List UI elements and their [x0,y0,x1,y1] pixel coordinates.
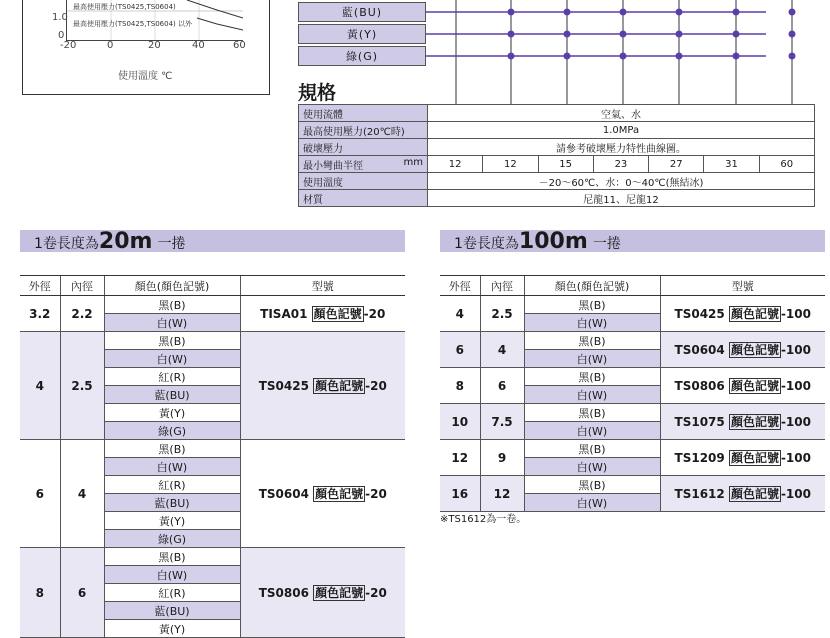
model-number [240,296,405,332]
column-header: 內徑 [60,276,104,296]
model-code: TS0604 [674,343,725,357]
length-suffix: -100 [780,379,811,393]
model-code: TS0425 [674,307,725,321]
length-suffix: -100 [780,307,811,321]
length-suffix: -20 [363,307,386,321]
bend-radius: 27 [649,156,704,173]
outer-diameter: 6 [20,440,60,548]
color-option: 黃(Y) [104,512,240,530]
column-header: 型號 [240,276,405,296]
color-code-box: 顏色記號 [730,379,779,393]
inner-diameter: 2.5 [480,296,524,332]
table-row [440,368,825,386]
spec-table [298,104,815,207]
column-header: 顏色(顏色記號) [524,276,660,296]
column-header: 顏色(顏色記號) [104,276,240,296]
chart-xtick: -20 [60,40,77,51]
spec-row [299,105,815,122]
spec-label: 破壞壓力 [299,139,428,156]
model-number [240,332,405,440]
header-tail: 一捲 [592,236,621,252]
color-option: 黑(B) [104,548,240,566]
spec-value: 請參考破壞壓力特性曲線圖。 [428,139,815,156]
table-row [440,404,825,422]
model-number [240,548,405,638]
color-code-box: 顏色記號 [730,343,779,357]
product-table-100m [440,275,825,512]
model-number [660,440,825,476]
header-tail: 一捲 [157,236,186,252]
color-option: 黑(B) [524,404,660,422]
availability-dot [564,31,571,38]
spec-unit: mm [403,156,423,168]
color-option: 白(W) [524,386,660,404]
availability-dot [508,53,515,60]
color-option: 白(W) [104,566,240,584]
table-row [440,440,825,458]
color-option: 白(W) [104,458,240,476]
length-suffix: -100 [780,487,811,501]
color-option: 黑(B) [104,296,240,314]
color-code-box: 顏色記號 [313,307,362,321]
bend-radius: 12 [428,156,483,173]
availability-dot [733,31,740,38]
color-option: 紅(R) [104,476,240,494]
table-row [20,332,405,350]
spec-label: 使用溫度 [299,173,428,190]
color-row-blue: 藍(BU) [298,2,426,22]
bend-radius: 15 [538,156,593,173]
table-row [20,296,405,314]
header-length: 20m [98,229,153,254]
availability-dot [564,9,571,16]
availability-dot [620,31,627,38]
inner-diameter: 12 [480,476,524,512]
color-row-green: 綠(G) [298,46,426,66]
chart-xtick: 60 [233,40,246,51]
outer-diameter: 10 [440,404,480,440]
spec-row [299,190,815,207]
model-number [660,368,825,404]
availability-dot [733,9,740,16]
table-row [440,476,825,494]
inner-diameter: 7.5 [480,404,524,440]
color-option: 紅(R) [104,584,240,602]
color-option: 黑(B) [524,440,660,458]
chart-xtick: 20 [148,40,161,51]
header-length: 100m [518,229,588,254]
column-header: 型號 [660,276,825,296]
header-text: 1卷長度為 [454,236,519,252]
length-suffix: -100 [780,451,811,465]
outer-diameter: 16 [440,476,480,512]
spec-row [299,139,815,156]
availability-dot [620,9,627,16]
spec-value: 1.0MPa [428,122,815,139]
color-row-yellow: 黃(Y) [298,24,426,44]
length-suffix: -100 [780,415,811,429]
spec-title: 規格 [298,82,337,104]
color-code-box: 顏色記號 [315,487,364,501]
color-option: 黑(B) [524,332,660,350]
color-option: 綠(G) [104,530,240,548]
color-option: 綠(G) [104,422,240,440]
column-header: 內徑 [480,276,524,296]
length-suffix: -20 [365,586,387,600]
availability-dot [620,53,627,60]
color-code-box: 顏色記號 [730,415,779,429]
inner-diameter: 4 [480,332,524,368]
model-code: TS1612 [674,487,725,501]
spec-label: 材質 [299,190,428,207]
inner-diameter: 4 [60,440,104,548]
spec-label: 最小彎曲半徑 mm [299,156,428,173]
color-option: 白(W) [524,350,660,368]
outer-diameter: 6 [440,332,480,368]
color-option: 黑(B) [524,368,660,386]
model-code: TISA01 [260,307,308,321]
bend-radius: 60 [759,156,814,173]
model-code: TS1075 [674,415,725,429]
chart-legend-2: 最高使用壓力(TS0425,TS0604) 以外 [73,20,192,28]
availability-dot [789,53,796,60]
product-table-20m [20,275,405,638]
color-code-box: 顏色記號 [730,451,779,465]
bend-radius: 12 [483,156,538,173]
spec-label: 最高使用壓力(20℃時) [299,122,428,139]
availability-dot [733,53,740,60]
color-option: 白(W) [524,494,660,512]
color-option: 藍(BU) [104,386,240,404]
color-option: 藍(BU) [104,494,240,512]
spec-value: 空氣、水 [428,105,815,122]
color-code-box: 顏色記號 [315,379,364,393]
color-option: 白(W) [524,458,660,476]
model-code: TS0425 [258,379,309,393]
color-option: 黑(B) [104,440,240,458]
table-row [440,332,825,350]
inner-diameter: 9 [480,440,524,476]
model-number [240,440,405,548]
color-option: 黑(B) [104,332,240,350]
outer-diameter: 3.2 [20,296,60,332]
chart-xtick: 40 [192,40,205,51]
outer-diameter: 8 [20,548,60,638]
model-code: TS0806 [258,586,309,600]
availability-dot [676,9,683,16]
chart-xtick: 0 [107,40,114,51]
spec-row [299,122,815,139]
color-option: 白(W) [104,314,240,332]
outer-diameter: 4 [440,296,480,332]
footnote: ※TS1612為一卷。 [440,514,527,525]
model-code: TS0604 [258,487,309,501]
availability-dot [789,9,796,16]
outer-diameter: 4 [20,332,60,440]
chart-ytick: 0 [58,30,65,41]
table-row [20,548,405,566]
model-number [660,296,825,332]
spec-row [299,173,815,190]
header-text: 1卷長度為 [34,236,99,252]
section-header-100m [440,230,825,252]
chart-xlabel: 使用溫度 ℃ [118,71,173,82]
availability-matrix [426,0,830,104]
inner-diameter: 6 [480,368,524,404]
color-option: 黑(B) [524,476,660,494]
spec-label: 使用流體 [299,105,428,122]
table-row [20,440,405,458]
availability-dot [676,53,683,60]
color-option: 白(W) [104,350,240,368]
chart-ytick: 1.0 [52,12,68,23]
availability-dot [676,31,683,38]
bend-radius: 31 [704,156,759,173]
color-option: 藍(BU) [104,602,240,620]
spec-value: 尼龍11、尼龍12 [428,190,815,207]
length-suffix: -20 [365,487,387,501]
color-code-box: 顏色記號 [730,307,779,321]
length-suffix: -100 [780,343,811,357]
spec-value: －20～60℃、水：0～40℃(無結冰) [428,173,815,190]
spec-row [299,156,815,173]
column-header: 外徑 [20,276,60,296]
model-number [660,404,825,440]
pressure-chart-plot [66,0,243,41]
chart-legend-1: 最高使用壓力(TS0425,TS0604) [73,3,176,11]
availability-dot [564,53,571,60]
availability-dot [508,9,515,16]
color-option: 黑(B) [524,296,660,314]
model-code: TS0806 [674,379,725,393]
color-option: 黃(Y) [104,620,240,638]
inner-diameter: 2.2 [60,296,104,332]
availability-dot [508,31,515,38]
color-code-box: 顏色記號 [730,487,779,501]
model-number [660,476,825,512]
color-option: 白(W) [524,422,660,440]
bend-radius: 23 [593,156,648,173]
color-option: 紅(R) [104,368,240,386]
column-header: 外徑 [440,276,480,296]
model-number [660,332,825,368]
color-option: 白(W) [524,314,660,332]
length-suffix: -20 [365,379,387,393]
color-code-box: 顏色記號 [315,586,364,600]
section-header-20m [20,230,405,252]
outer-diameter: 8 [440,368,480,404]
model-code: TS1209 [674,451,725,465]
table-row [440,296,825,314]
availability-dot [789,31,796,38]
inner-diameter: 2.5 [60,332,104,440]
outer-diameter: 12 [440,440,480,476]
color-option: 黃(Y) [104,404,240,422]
inner-diameter: 6 [60,548,104,638]
